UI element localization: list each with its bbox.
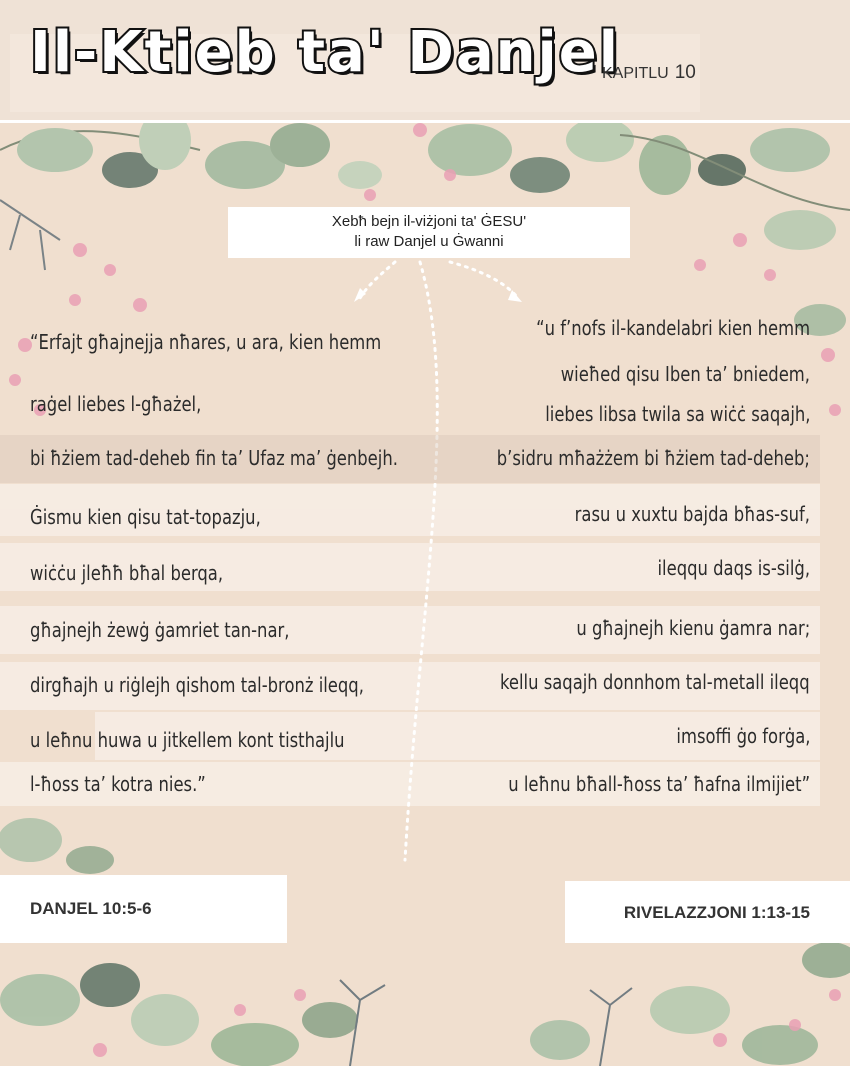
reference-revelation: [565, 881, 850, 943]
page-title: Il-Ktieb ta' Danjel: [30, 20, 620, 85]
comparison-caption: [228, 207, 630, 258]
header-divider: [0, 120, 850, 123]
verse-line: u leħnu bħall-ħoss ta’ ħafna ilmijiet”: [508, 772, 810, 796]
verse-line: Ġismu kien qisu tat-topazju,: [30, 505, 261, 529]
verse-line: u leħnu huwa u jitkellem kont tisthajlu: [30, 728, 345, 752]
verse-line: raġel liebes l-għażel,: [30, 392, 202, 416]
chapter-number: 10: [674, 62, 696, 83]
chapter-label: [602, 62, 696, 84]
verse-line: liebes libsa twila sa wiċċ saqajh,: [544, 402, 810, 426]
verse-line: wieħed qisu Iben ta’ bniedem,: [560, 362, 810, 386]
leaf-cluster-bottom: [0, 942, 850, 1066]
verse-line: imsoffi ġo forġa,: [675, 724, 810, 748]
verse-line: għajnejh żewġ ġamriet tan-nar,: [30, 618, 290, 642]
row-highlights: [0, 484, 820, 806]
verse-line: “u f’nofs il-kandelabri kien hemm: [536, 316, 810, 340]
verse-line: b’sidru mħażżem bi ħżiem tad-deheb;: [496, 446, 810, 470]
verse-line: dirgħajh u riġlejh qishom tal-bronż ileqq,: [30, 673, 364, 697]
verse-line: l-ħoss ta’ kotra nies.”: [30, 772, 206, 796]
reference-revelation-text: RIVELAZZJONI 1:13-15: [623, 903, 810, 922]
verse-line: u għajnejh kienu ġamra nar;: [576, 616, 810, 640]
leaf-cluster-top: [0, 110, 850, 210]
verse-line: wiċċu jleħħ bħal berqa,: [30, 561, 224, 585]
verse-line: kellu saqajh donnhom tal-metall ileqq: [500, 670, 810, 694]
chapter-word: KAPITLU: [602, 65, 669, 82]
reference-daniel-text: DANJEL 10:5-6: [30, 899, 152, 918]
header: [0, 0, 850, 120]
caption-line-1: Xebħ bejn il-viżjoni ta' ĠESU': [331, 213, 527, 230]
verse-line: bi ħżiem tad-deheb fin ta’ Ufaz ma’ ġenbejh.: [30, 446, 398, 470]
verse-line: ileqqu daqs is-silġ,: [657, 556, 810, 580]
caption-line-2: li raw Danjel u Ġwanni: [354, 233, 504, 250]
verse-line: rasu u xuxtu bajda bħas-suf,: [574, 502, 810, 526]
arrow-heads: [354, 288, 522, 302]
reference-daniel: [0, 875, 287, 943]
verse-line: “Erfajt għajnejja nħares, u ara, kien hemm: [30, 330, 382, 354]
